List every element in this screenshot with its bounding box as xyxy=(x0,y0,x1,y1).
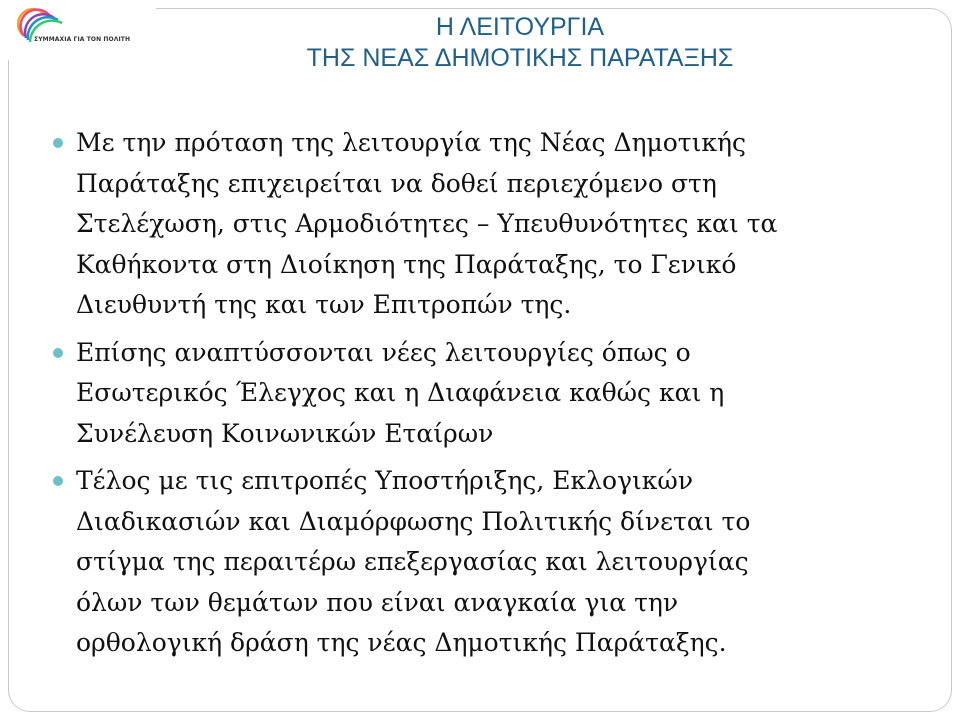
bullet-dot-icon xyxy=(53,138,63,148)
title-line-2: ΤΗΣ ΝΕΑΣ ΔΗΜΟΤΙΚΗΣ ΠΑΡΑΤΑΞΗΣ xyxy=(306,44,734,72)
slide-title xyxy=(120,12,920,74)
bullet-line: Διευθυντή της και των Επιτροπών της. xyxy=(76,290,572,319)
bullet-item xyxy=(50,123,920,326)
bullet-line: όλων των θεμάτων που είναι αναγκαία για την xyxy=(76,587,679,617)
title-line-1: Η ΛΕΙΤΟΥΡΓΙΑ xyxy=(435,13,605,41)
bullet-line: Καθήκοντα στη Διοίκηση της Παράταξης, το Γενικό xyxy=(76,249,737,279)
bullet-line: Διαδικασιών και Διαμόρφωσης Πολιτικής δίνεται το xyxy=(76,506,751,536)
bullet-dot-icon xyxy=(53,348,63,358)
logo-text: ΣΥΜΜΑΧΙΑ ΓΙΑ ΤΟΝ ΠΟΛΙΤΗ xyxy=(34,36,131,43)
bullet-line: στίγμα της περαιτέρω επεξεργασίας και λειτουργίας xyxy=(76,547,749,576)
bullet-list xyxy=(50,123,920,671)
bullet-line: Συνέλευση Κοινωνικών Εταίρων xyxy=(76,418,494,448)
bullet-line: Παράταξης επιχειρείται να δοθεί περιεχόμενο στη xyxy=(76,168,717,198)
bullet-line: Με την πρόταση της λειτουργία της Νέας Δημοτικής xyxy=(76,128,747,157)
bullet-line: Στελέχωση, στις Αρμοδιότητες – Υπευθυνότητες και τα xyxy=(76,209,778,238)
bullet-line: ορθολογική δράση της νέας Δημοτικής Παράταξης. xyxy=(76,628,727,657)
bullet-line: Επίσης αναπτύσσονται νέες λειτουργίες όπως ο xyxy=(76,337,691,367)
bullet-item xyxy=(50,461,920,664)
bullet-dot-icon xyxy=(53,476,63,486)
bullet-line: Εσωτερικός Έλεγχος και η Διαφάνεια καθώς και η xyxy=(76,378,725,407)
bullet-item xyxy=(50,333,920,455)
bullet-line: Τέλος με τις επιτροπές Υποστήριξης, Εκλογικών xyxy=(76,466,694,495)
